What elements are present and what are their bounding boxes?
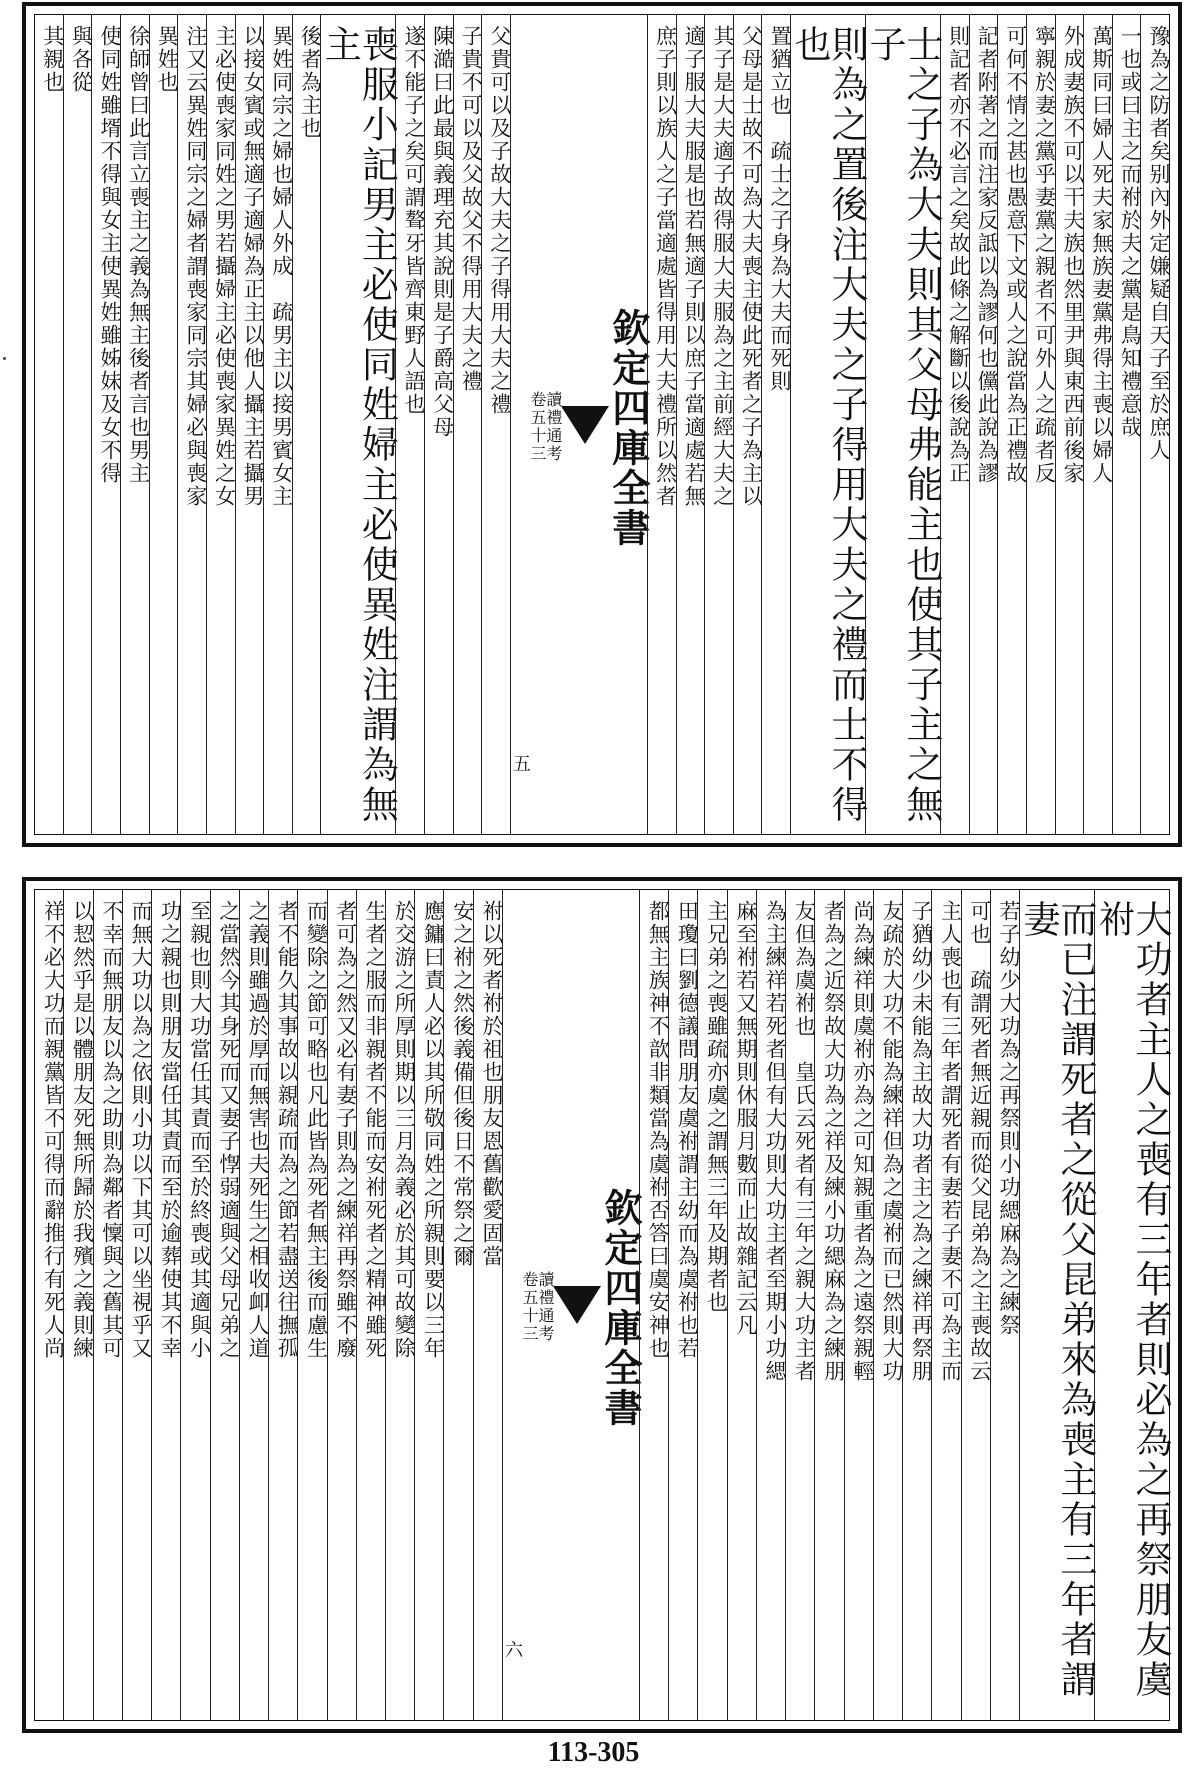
bottom-page-frame xyxy=(34,889,1170,1721)
text-column: 陳澔曰此最與義理充其說則是子爵高父母 xyxy=(424,15,453,834)
text-column: 喪服小記男主必使同姓婦主必使異姓注謂為無主 xyxy=(320,15,395,834)
text-column: 至親也則大功當任其責而至於終喪或其適與小 xyxy=(180,890,209,1720)
bottom-page xyxy=(22,877,1182,1733)
text-column: 可何不情之甚也愚意下文或人之說當為正禮故 xyxy=(997,15,1026,834)
text-column: 為主練祥若死者但有大功則大功主者至期小功緦 xyxy=(756,890,785,1720)
text-column: 祥不必大功而親黨皆不可得而辭推行有死人尚 xyxy=(41,900,66,1360)
text-column: 士之子為大夫則其父母弗能主也使其子主之無子 xyxy=(865,15,940,834)
text-column: 田瓊曰劉德議問朋友虞祔謂主幼而為虞祔也若 xyxy=(668,890,697,1720)
text-column: 置猶立也 疏士之子身為大夫而死則 xyxy=(761,15,790,834)
page-number: 五 xyxy=(509,754,531,774)
text-column: 後者為主也 xyxy=(292,15,321,834)
text-column: 之義則雖過於厚而無害也夫死生之相收卹人道 xyxy=(239,890,268,1720)
text-column: 以恝然乎是以體朋友死無所歸於我殯之義則練 xyxy=(63,890,92,1720)
text-column: 徐師曾曰此言立喪主之義為無主後者言也男主 xyxy=(120,15,149,834)
volume-label: 卷五十三 xyxy=(527,390,547,463)
margin-dot xyxy=(3,357,6,360)
text-column: 豫為之防者矣别內外定嫌疑自天子至於庶人 xyxy=(1140,15,1169,834)
library-name: 欽定四庫全書 xyxy=(605,307,651,548)
text-column: 之當然今其身死而又妻子惸弱適與父母兄弟之 xyxy=(210,890,239,1720)
text-column: 庶子則以族人之子當適處皆得用大夫禮所以然者 xyxy=(647,15,676,834)
center-fold xyxy=(509,15,651,834)
text-column: 子貴不可以及父故父不得用大夫之禮 xyxy=(453,15,482,834)
text-column: 遂不能子之矣可謂聱牙皆齊東野人語也 xyxy=(395,15,424,834)
text-column: 友但為虞祔也 皇氏云死者有三年之親大功主者 xyxy=(785,890,814,1720)
text-column: 一也或曰主之而祔於夫之黨是鳥知禮意哉 xyxy=(1112,15,1141,834)
text-column: 大功者主人之喪有三年者則必為之再祭朋友虞祔 xyxy=(1094,890,1169,1720)
text-column: 萬斯同曰婦人死夫家無族妻黨弗得主喪以婦人 xyxy=(1083,15,1112,834)
text-column: 可也 疏謂死者無近親而從父昆弟為之主喪故云 xyxy=(961,890,990,1720)
book-title: 讀禮通考 xyxy=(535,1271,555,1343)
text-column: 者為之近祭故大功為之祥及練小功緦麻為之練朋 xyxy=(814,890,843,1720)
text-column: 而變除之節可略也凡此皆為死者無主後而慮生 xyxy=(297,890,326,1720)
text-column: 主人喪也有三年者謂死者有妻若子妻不可為主而 xyxy=(931,890,960,1720)
text-column: 於交游之所厚則期以三月為義必於其可故變除 xyxy=(385,890,414,1720)
fish-tail-mark xyxy=(561,406,609,444)
center-fold xyxy=(501,890,643,1720)
text-column: 適子服大夫服是也若無適子則以庶子當適處若無 xyxy=(676,15,705,834)
text-column: 主兄弟之喪雖疏亦虞之謂無三年及期者也 xyxy=(697,890,726,1720)
text-column: 祔以死者祔於祖也朋友恩舊歡愛固當 xyxy=(473,890,502,1720)
text-column: 異姓也 xyxy=(149,15,178,834)
library-name: 欽定四庫全書 xyxy=(597,1188,643,1428)
top-page-columns xyxy=(35,15,1169,834)
text-column: 父貴可以及子故大夫之子得用大夫之禮 xyxy=(481,15,510,834)
text-column: 外成妻族不可以干夫族也然里尹與東西前後家 xyxy=(1055,15,1084,834)
text-column: 者不能久其事故以親疏而為之節若盡送往撫孤 xyxy=(268,890,297,1720)
text-column: 麻至祔若又無期則休服月數而止故雜記云凡 xyxy=(727,890,756,1720)
text-column: 若子幼少大功為之再祭則小功緦麻為之練祭 xyxy=(990,890,1019,1720)
text-column: 主必使喪家同姓之男若攝婦主必使喪家異姓之女 xyxy=(206,15,235,834)
top-page-frame xyxy=(34,14,1170,835)
text-column: 記者附著之而注家反詆以為謬何也儻此說為謬 xyxy=(969,15,998,834)
bottom-page-columns xyxy=(35,890,1172,1720)
page-number: 六 xyxy=(501,1640,523,1660)
folio-number: 113-305 xyxy=(547,1737,640,1768)
text-column: 而已注謂死者之從父昆弟來為喪主有三年者謂妻 xyxy=(1019,890,1094,1720)
text-column: 尚為練祥則虞祔亦為之可知親重者為之遠祭親輕 xyxy=(844,890,873,1720)
text-column: 友疏於大功不能為練祥但為之虞祔而已然則大功 xyxy=(873,890,902,1720)
text-column: 異姓同宗之婦也婦人外成 疏男主以接男賓女主 xyxy=(263,15,292,834)
text-column: 父母是士故不可為大夫喪主使此死者之子為主以 xyxy=(733,15,762,834)
text-column: 以接女賓或無適子適婦為正主以他人攝主若攝男 xyxy=(235,15,264,834)
text-column: 則為之置後注大夫之子得用大夫之禮而士不得也 xyxy=(790,15,865,834)
text-column: 生者之服而非親者不能而安祔死者之精神雖死 xyxy=(356,890,385,1720)
text-column: 應鏞曰責人必以其所敬同姓之所親則要以三年 xyxy=(414,890,443,1720)
text-column: 寧親於妻之黨乎妻黨之親者不可外人之疏者反 xyxy=(1026,15,1055,834)
volume-label: 卷五十三 xyxy=(519,1271,539,1343)
text-column: 而無大功以為之依則小功以下其可以坐視乎又 xyxy=(122,890,151,1720)
text-column: 子猶幼少未能為主故大功者主之為之練祥再祭朋 xyxy=(902,890,931,1720)
text-column: 注又云異姓同宗之婦者謂喪家同宗其婦必與喪家 xyxy=(177,15,206,834)
text-column: 其親也 xyxy=(40,25,65,94)
text-column: 安之祔之然後義備但後日不常祭之爾 xyxy=(443,890,472,1720)
top-page xyxy=(22,2,1182,847)
text-column: 不幸而無朋友以為之助則為鄰者懍與之舊其可 xyxy=(93,890,122,1720)
book-title: 讀禮通考 xyxy=(543,390,563,463)
text-column: 則記者亦不必言之矣故此條之解斷以後說為正 xyxy=(940,15,969,834)
fish-tail-mark xyxy=(553,1286,601,1324)
text-column: 其子是大夫適子故得服大夫服為之主前經大夫之 xyxy=(704,15,733,834)
text-column: 使同姓雖壻不得與女主使異姓雖姊妹及女不得 xyxy=(91,15,120,834)
text-column: 者可為之然又必有妻子則為之練祥再祭雖不廢 xyxy=(327,890,356,1720)
text-column: 與各從 xyxy=(63,15,92,834)
text-column: 都無主族神不歆非類當為虞祔否答曰虞安神也 xyxy=(639,890,668,1720)
text-column: 功之親也則朋友當任其責而至於逾葬使其不幸 xyxy=(151,890,180,1720)
